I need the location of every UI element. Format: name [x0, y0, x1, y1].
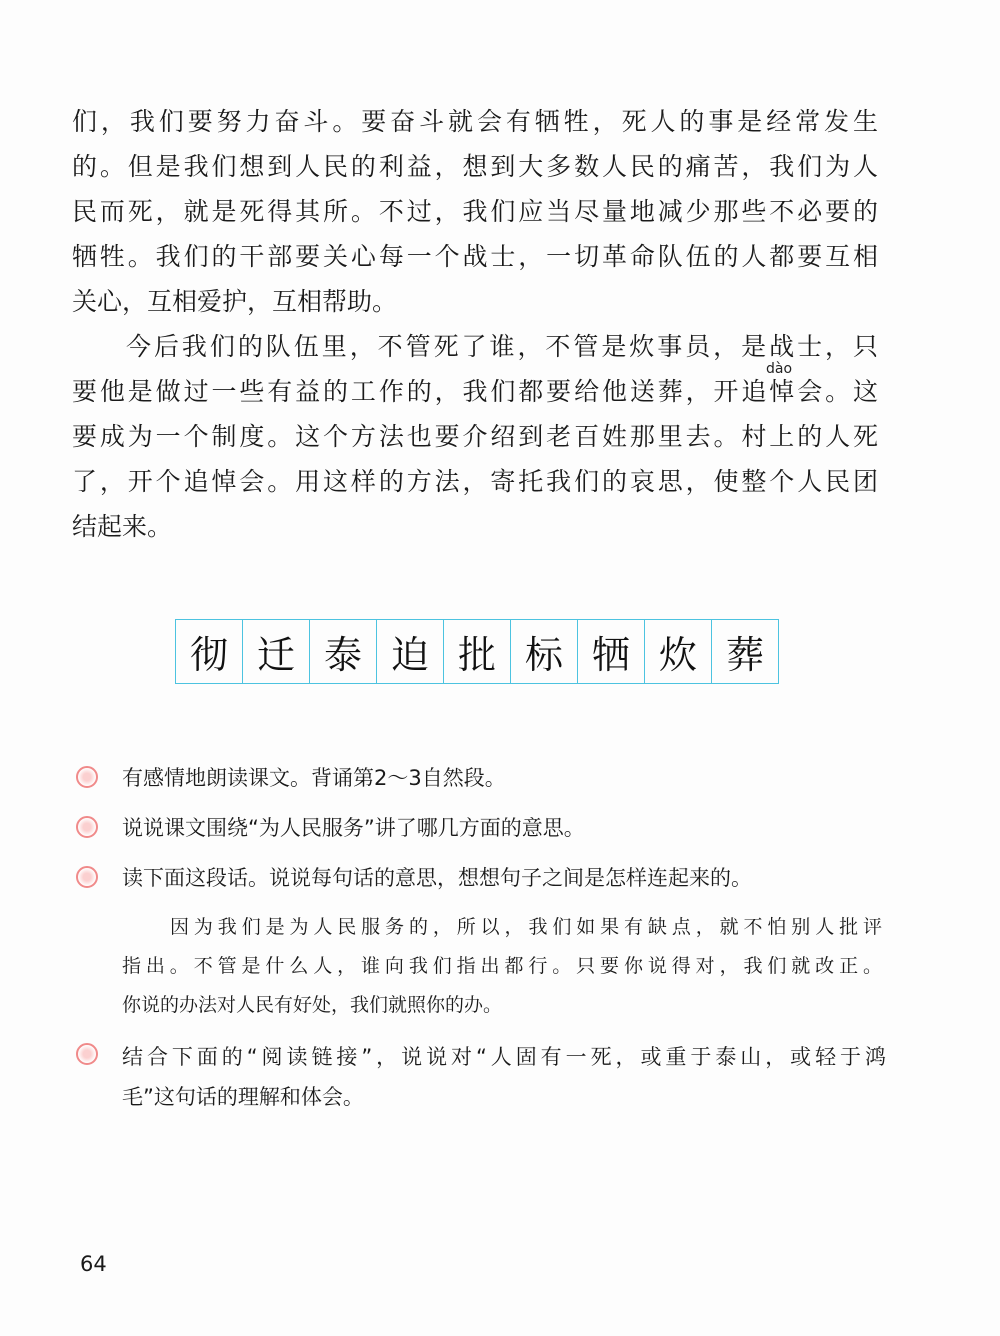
character-cell: 标: [511, 620, 578, 683]
text-line: 结起来。: [72, 512, 173, 541]
seal-bullet-icon: [76, 866, 98, 888]
character-cell: 葬: [725, 633, 764, 677]
seal-bullet-icon: [76, 816, 98, 838]
exercise-list: [76, 760, 886, 1131]
seal-bullet-icon: [76, 766, 98, 788]
exercise-item: [76, 810, 886, 846]
text-line: 关心，互相爱护，互相帮助。: [72, 287, 398, 316]
character-cell: 彻: [176, 620, 243, 683]
exercise-text: 有感情地朗读课文。背诵第2～3自然段。: [122, 766, 506, 790]
quote-line: 指出。不管是什么人，谁向我们指出都行。只要你说得对，我们就改正。: [122, 955, 882, 977]
text-line: 的。但是我们想到人民的利益，想到大多数人民的痛苦，我们为人: [72, 152, 878, 181]
quote-line: 因为我们是为人民服务的，所以，我们如果有缺点，就不怕别人批评: [170, 916, 882, 938]
exercise-item: [76, 760, 886, 796]
exercise-item: [76, 1037, 886, 1117]
pinyin-annotation: dào: [766, 361, 793, 377]
exercise-item: [76, 860, 886, 896]
exercise-text: 结合下面的“阅读链接”，说说对“人固有一死，或重于泰山，或轻于鸿: [122, 1045, 886, 1069]
passage-text: [72, 107, 878, 557]
new-characters-grid: [175, 619, 779, 684]
quote-line: 你说的办法对人民有好处，我们就照你的办。: [122, 994, 503, 1016]
text-line: 民而死，就是死得其所。不过，我们应当尽量地减少那些不必要的: [72, 197, 878, 226]
text-line: 今后我们的队伍里，不管死了谁，不管是炊事员，是战士，只: [126, 332, 878, 361]
character-cell: 迁: [243, 620, 310, 683]
page-number: 64: [80, 1252, 107, 1276]
exercise-text: 说说课文围绕“为人民服务”讲了哪几方面的意思。: [122, 816, 585, 840]
character-cell: 炊: [645, 620, 712, 683]
text-line: 牺牲。我们的干部要关心每一个战士，一切革命队伍的人都要互相: [72, 242, 878, 271]
character-cell: 泰: [310, 620, 377, 683]
text-line: 们，我们要努力奋斗。要奋斗就会有牺牲，死人的事是经常发生: [72, 107, 878, 136]
quoted-passage: [122, 908, 882, 1025]
character-cell: 批: [444, 620, 511, 683]
text-line: 要成为一个制度。这个方法也要介绍到老百姓那里去。村上的人死: [72, 422, 878, 451]
seal-bullet-icon: [76, 1043, 98, 1065]
text-line: 了，开个追悼会。用这样的方法，寄托我们的哀思，使整个人民团: [72, 467, 878, 496]
exercise-text: 读下面这段话。说说每句话的意思，想想句子之间是怎样连起来的。: [122, 866, 752, 890]
exercise-text: 毛”这句话的理解和体会。: [122, 1085, 364, 1109]
text-line: 要他是做过一些有益的工作的，我们都要给他送葬，开追悼会。这: [72, 377, 878, 406]
character-cell: 迫: [377, 620, 444, 683]
character-cell: 牺: [578, 620, 645, 683]
